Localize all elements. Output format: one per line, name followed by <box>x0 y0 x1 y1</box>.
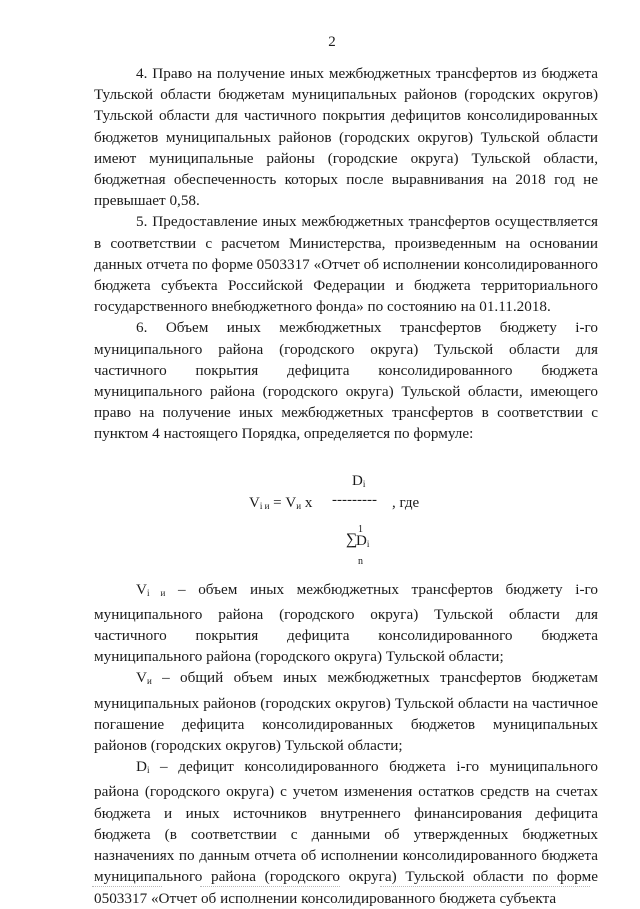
paragraph-4: 4. Право на получение иных межбюджетных трансфертов из бюджета Тульской области бюджетам муниципальных районов (городских округов) Тульской области для частичного покрытия дефицитов консолидированных бюджетов муниципальных районов (городских округов) Тульской области имеют муниципальные районы (городские округа) Тульской области, бюджетная обеспеченность которых после выравнивания на 2018 год не превышает 0,58. <box>94 65 598 210</box>
formula-where: , где <box>392 494 420 511</box>
page-number: 2 <box>328 34 336 50</box>
formula-numerator: $D_i$ <box>352 472 366 489</box>
definition-vi-sub: i и <box>146 587 166 598</box>
definition-di-sub: i <box>146 765 150 776</box>
paragraph-5: 5. Предоставление иных межбюджетных трансфертов осуществляется в соответствии с расчетом Министерства, произведенным на основании данных отчета по форме 0503317 «Отчет об исполнении консолидированного бюджета субъекта Российской Федерации и бюджета территориального государственного внебюджетного фонда» по состоянию на 01.11.2018. <box>94 213 598 316</box>
formula-fraction-bar: --------- <box>332 491 377 508</box>
definition-vi <box>94 579 598 668</box>
formula-sum-upper: 1 <box>358 523 363 535</box>
paragraph-6: 6. Объем иных межбюджетных трансфертов бюджету i-го муниципального района (городского округа) Тульской области для частичного покрытия дефицита консолидированного бюджета муниципального района (городского округа) Тульской области, имеющего право на получение иных межбюджетных трансфертов в соответствии с пунктом 4 настоящего Порядка, определяется по формуле: <box>94 319 598 443</box>
definition-di-symbol: D <box>136 758 147 776</box>
document-body <box>94 63 598 909</box>
scan-artifact-line <box>380 886 590 888</box>
scan-artifact-line <box>200 886 340 888</box>
definition-vi-symbol: V <box>136 580 147 598</box>
definition-vi-text: – объем иных межбюджетных трансфертов бюджету i-го муниципального района (городского округа) Тульской области для частичного покрытия дефицита консолидированного бюджета муниципального района (городского округа) Тульской области; <box>94 580 598 666</box>
definition-v-symbol: V <box>136 669 147 687</box>
formula <box>94 457 598 565</box>
definition-v <box>94 667 598 756</box>
definition-di-text: – дефицит консолидированного бюджета i-го муниципального района (городского округа) с учетом изменения остатков средств на счетах бюджета и иных источников внутреннего финансирования дефицита бюджета (в соответствии с данными об утвержденных бюджетных назначениях по данным отчета об исполнении консолидированного бюджета муниципального района (городского округа) Тульской области по форме 0503317 «Отчет об исполнении консолидированного бюджета субъекта <box>94 758 598 907</box>
formula-denominator: $D_i$ <box>356 532 370 549</box>
formula-sum-lower: n <box>358 555 363 567</box>
scan-artifact-line <box>92 886 162 888</box>
definition-v-text: – общий объем иных межбюджетных трансфертов бюджетам муниципальных районов (городских округов) Тульской области на частичное погашение дефицита консолидированных бюджетов муниципальных районов (городских округов) Тульской области; <box>94 669 598 755</box>
formula-lhs: $V_{i и} = V_и$ х <box>249 494 313 511</box>
definition-v-sub: и <box>146 676 152 687</box>
formula-sum-symbol: ∑ <box>346 530 358 548</box>
